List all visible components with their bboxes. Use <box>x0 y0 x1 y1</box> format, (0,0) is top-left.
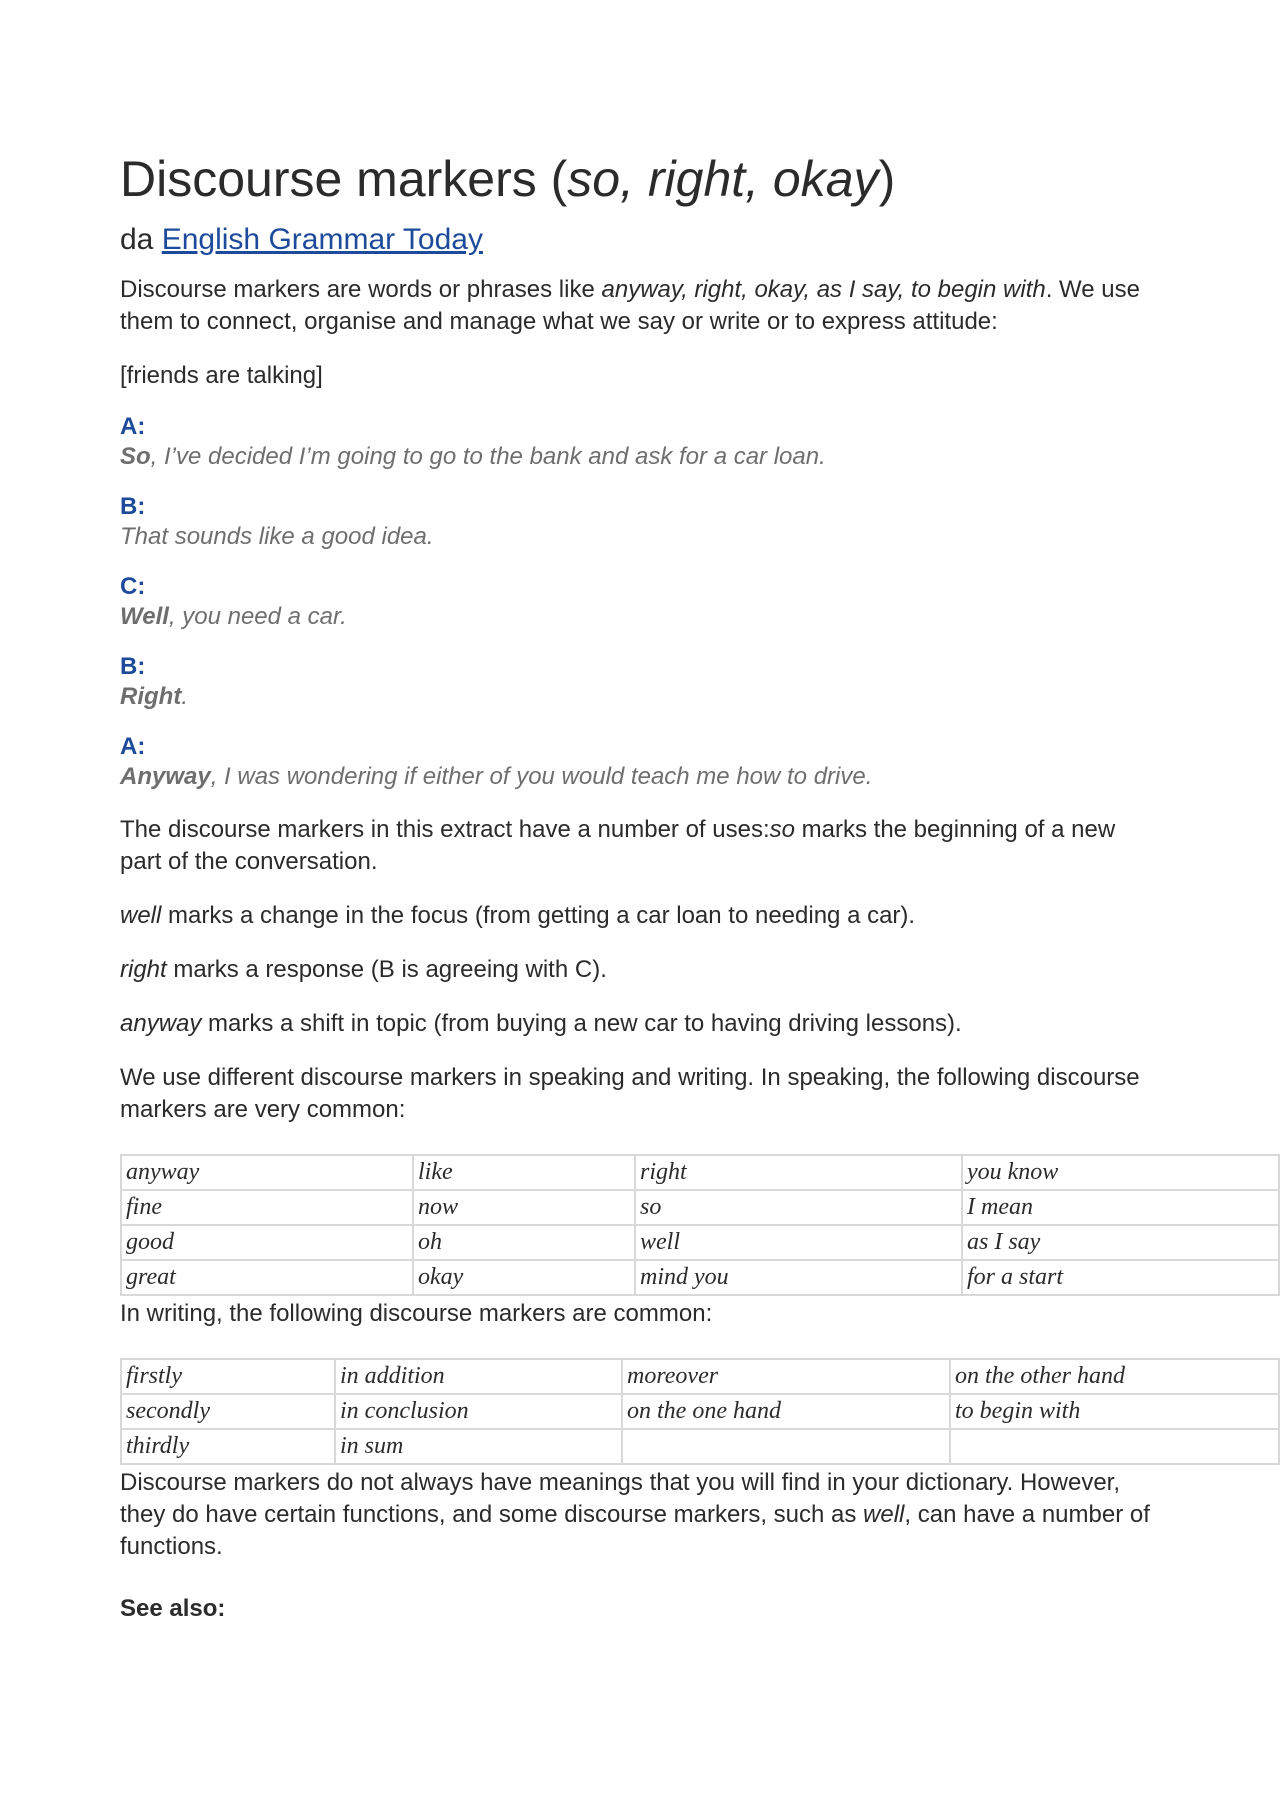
table-cell: to begin with <box>950 1394 1279 1429</box>
writing-intro: In writing, the following discourse markers are common: <box>120 1300 713 1327</box>
table-cell: on the other hand <box>950 1359 1279 1394</box>
byline <box>120 222 1160 258</box>
dialogue-turn <box>120 492 1160 552</box>
utterance: Well, you need a car. <box>120 603 347 630</box>
table-cell: I mean <box>962 1190 1279 1225</box>
use-well: well marks a change in the focus (from getting a car loan to needing a car). <box>120 902 916 929</box>
closing-paragraph: Discourse markers do not always have meanings that you will find in your dictionary. However, they do have certain functions, and some discourse markers, such as well, can have a number of functions. <box>120 1469 1150 1560</box>
see-also-heading: See also: <box>120 1595 226 1622</box>
table-cell: for a start <box>962 1260 1279 1295</box>
table-row <box>121 1394 1279 1429</box>
table-cell: as I say <box>962 1225 1279 1260</box>
table-cell: like <box>413 1155 635 1190</box>
speaker-label: A: <box>120 733 146 760</box>
dialogue-turn <box>120 732 1160 792</box>
table-cell: in conclusion <box>335 1394 622 1429</box>
utterance: Anyway, I was wondering if either of you would teach me how to drive. <box>120 763 873 790</box>
table-row <box>121 1429 1279 1464</box>
source-link[interactable]: English Grammar Today <box>161 223 483 256</box>
table-cell: moreover <box>622 1359 950 1394</box>
speaker-label: B: <box>120 653 146 680</box>
speaking-markers-table <box>120 1154 1280 1296</box>
table-cell: right <box>635 1155 962 1190</box>
table-row <box>121 1359 1279 1394</box>
dialogue-turn <box>120 652 1160 712</box>
dialogue-turn <box>120 572 1160 632</box>
table-cell: well <box>635 1225 962 1260</box>
table-cell: now <box>413 1190 635 1225</box>
table-cell: anyway <box>121 1155 413 1190</box>
page-title: Discourse markers (so, right, okay) <box>120 151 896 207</box>
table-cell: in addition <box>335 1359 622 1394</box>
table-row <box>121 1190 1279 1225</box>
table-cell: great <box>121 1260 413 1295</box>
table-cell: oh <box>413 1225 635 1260</box>
use-right: right marks a response (B is agreeing with C). <box>120 956 607 983</box>
dialogue-context: [friends are talking] <box>120 362 323 389</box>
table-cell: fine <box>121 1190 413 1225</box>
uses-paragraph: The discourse markers in this extract have a number of uses:so marks the beginning of a new part of the conversation. <box>120 816 1116 875</box>
utterance: Right. <box>120 683 188 710</box>
table-cell: on the one hand <box>622 1394 950 1429</box>
table-cell: you know <box>962 1155 1279 1190</box>
use-anyway: anyway marks a shift in topic (from buying a new car to having driving lessons). <box>120 1010 962 1037</box>
speaker-label: C: <box>120 573 146 600</box>
table-row <box>121 1260 1279 1295</box>
table-row <box>121 1225 1279 1260</box>
table-cell: in sum <box>335 1429 622 1464</box>
speaker-label: B: <box>120 493 146 520</box>
table-cell <box>622 1429 950 1464</box>
speaker-label: A: <box>120 413 146 440</box>
table-cell: thirdly <box>121 1429 335 1464</box>
table-cell: okay <box>413 1260 635 1295</box>
table-cell: good <box>121 1225 413 1260</box>
dialogue-turn <box>120 412 1160 472</box>
utterance: That sounds like a good idea. <box>120 523 434 550</box>
table-row <box>121 1155 1279 1190</box>
table-cell: secondly <box>121 1394 335 1429</box>
utterance: So, I’ve decided I’m going to go to the bank and ask for a car loan. <box>120 443 826 470</box>
dialogue <box>120 412 1160 792</box>
table-cell <box>950 1429 1279 1464</box>
writing-markers-table <box>120 1358 1280 1465</box>
byline-prefix: da <box>120 223 154 256</box>
speaking-intro: We use different discourse markers in speaking and writing. In speaking, the following discourse markers are very common: <box>120 1064 1140 1123</box>
table-cell: mind you <box>635 1260 962 1295</box>
article <box>120 150 1160 1625</box>
intro-paragraph: Discourse markers are words or phrases like anyway, right, okay, as I say, to begin with. We use them to connect, organise and manage what we say or write or to express attitude: <box>120 276 1140 335</box>
table-cell: so <box>635 1190 962 1225</box>
table-cell: firstly <box>121 1359 335 1394</box>
